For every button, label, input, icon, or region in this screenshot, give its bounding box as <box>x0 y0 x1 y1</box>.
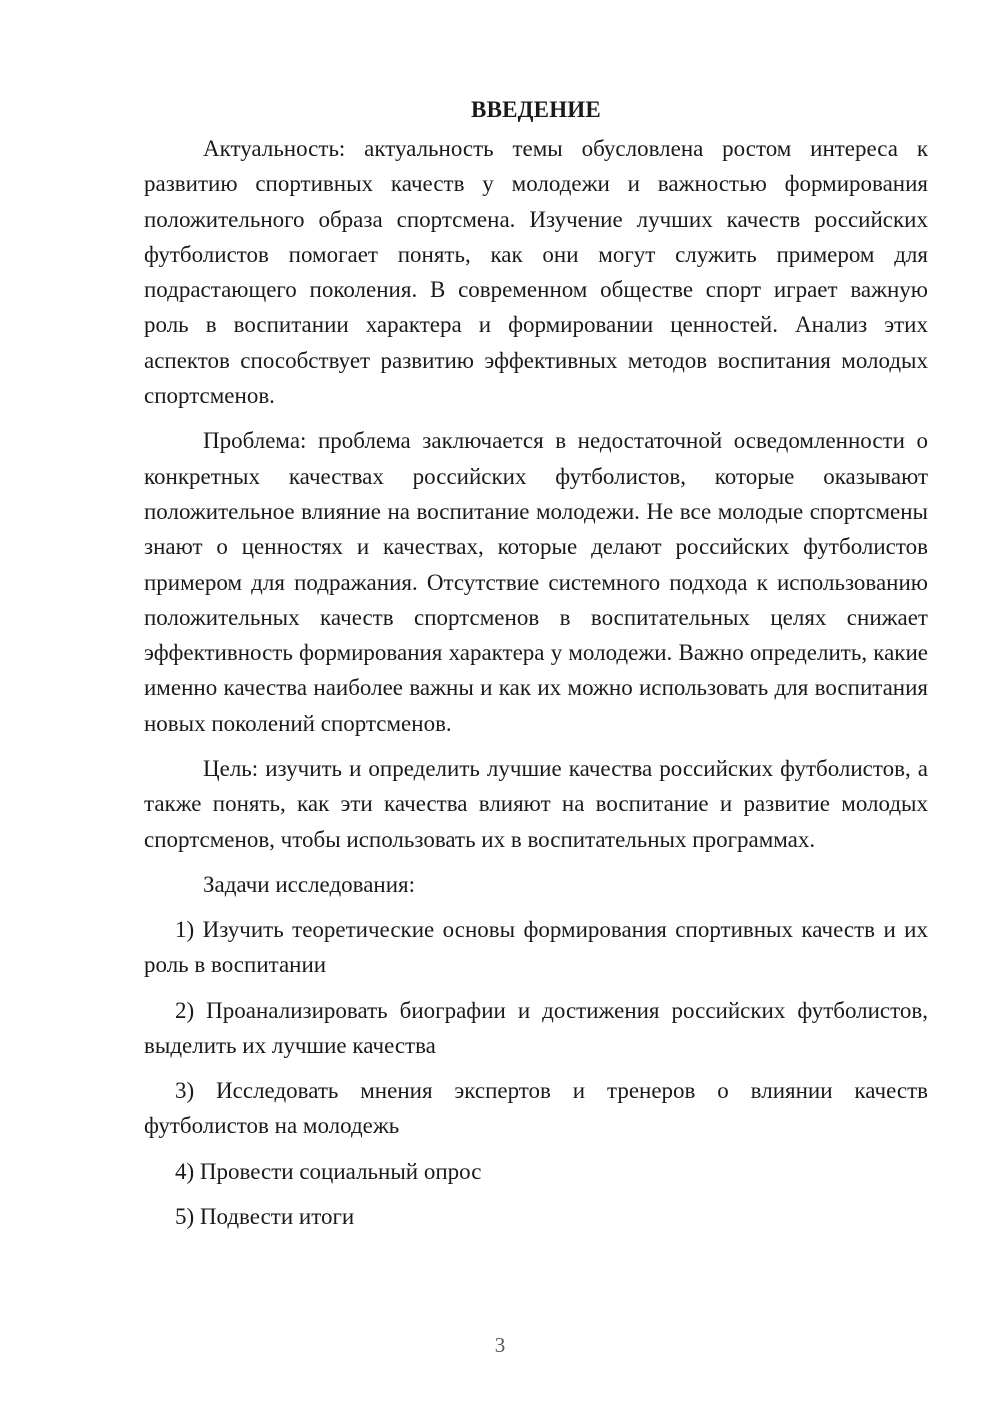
paragraph-goal: Цель: изучить и определить лучшие качества российских футболистов, а также понять, как эти качества влияют на воспитание и развитие молодых спортсменов, чтобы использовать их в воспитательных программах. <box>144 756 928 852</box>
task-item: 2) Проанализировать биографии и достижения российских футболистов, выделить их лучшие качества <box>144 997 928 1058</box>
section-title: ВВЕДЕНИЕ <box>471 97 601 122</box>
paragraph-problem: Проблема: проблема заключается в недостаточной осведомленности о конкретных качествах российских футболистов, которые оказывают положительное влияние на воспитание молодежи. Не все молодые спортсмены знают о ценностях и качествах, которые делают российских футболистов примером для подражания. Отсутствие системного подхода к использованию положительных качеств спортсменов в воспитательных целях снижает эффективность формирования характера у молодежи. Важно определить, какие именно качества наиболее важны и как их можно использовать для воспитания новых поколений спортсменов. <box>144 428 928 736</box>
paragraph-relevance: Актуальность: актуальность темы обусловлена ростом интереса к развитию спортивных качеств у молодежи и важностью формирования положительного образа спортсмена. Изучение лучших качеств российских футболистов помогает понять, как они могут служить примером для подрастающего поколения. В современном обществе спорт играет важную роль в воспитании характера и формировании ценностей. Анализ этих аспектов способствует развитию эффективных методов воспитания молодых спортсменов. <box>144 136 928 409</box>
task-item: 3) Исследовать мнения экспертов и тренеров о влиянии качеств футболистов на молодежь <box>144 1078 928 1139</box>
document-page <box>144 92 928 1244</box>
page-number: 3 <box>494 1333 506 1357</box>
task-item: 5) Подвести итоги <box>175 1204 355 1230</box>
task-item: 1) Изучить теоретические основы формирования спортивных качеств и их роль в воспитании <box>144 916 928 978</box>
tasks-heading: Задачи исследования: <box>203 871 416 897</box>
task-item: 4) Провести социальный опрос <box>175 1158 482 1184</box>
